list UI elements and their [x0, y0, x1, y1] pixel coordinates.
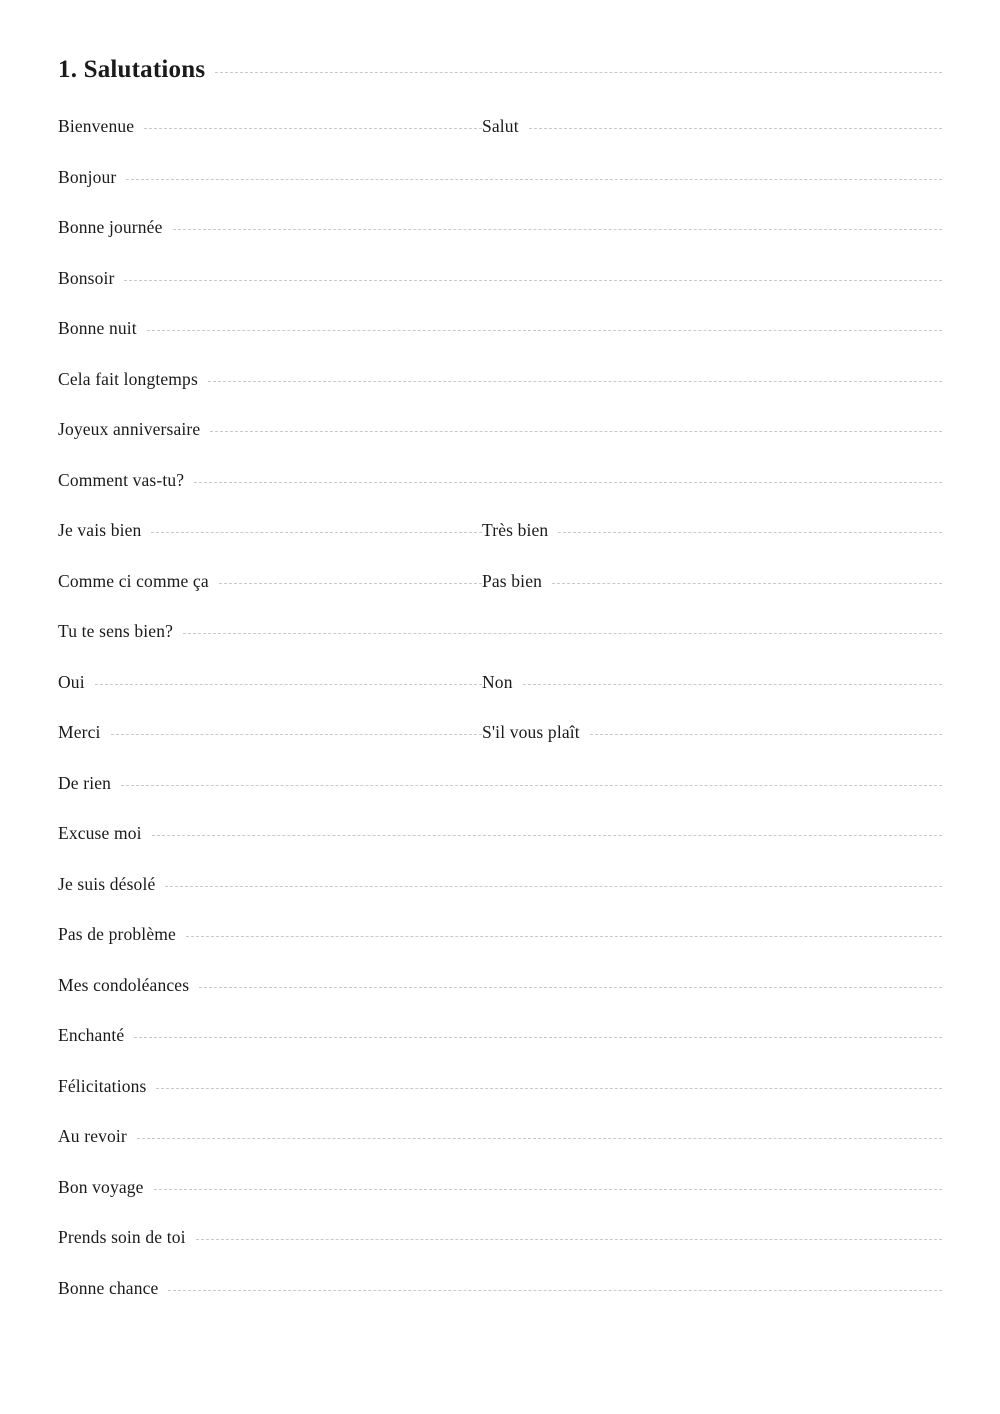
answer-write-line[interactable] — [219, 582, 482, 584]
phrase-entry-left — [58, 873, 942, 894]
answer-write-line[interactable] — [121, 784, 942, 786]
answer-write-line[interactable] — [196, 1238, 942, 1240]
answer-write-line[interactable] — [124, 279, 942, 281]
phrase-entry-right — [482, 724, 942, 742]
answer-write-line[interactable] — [199, 986, 942, 988]
phrase-row — [58, 219, 942, 270]
phrase-entry-left — [58, 623, 942, 641]
phrase-label: Au revoir — [58, 1126, 127, 1146]
phrase-entry-left — [58, 166, 942, 187]
phrase-entry-left — [58, 320, 942, 338]
phrase-label: Merci — [58, 722, 101, 742]
phrase-label: Enchanté — [58, 1025, 125, 1045]
answer-write-line[interactable] — [126, 178, 942, 180]
phrase-label: Joyeux anniversaire — [58, 419, 201, 439]
phrase-label: Bonne journée — [58, 217, 163, 237]
phrase-label: Excuse moi — [58, 823, 142, 843]
answer-write-line[interactable] — [210, 430, 942, 432]
phrase-label: Salut — [482, 116, 519, 136]
answer-write-line[interactable] — [154, 1188, 942, 1190]
phrase-entry-left — [58, 1176, 942, 1197]
title-dotted-rule — [215, 71, 942, 73]
phrase-label: Très bien — [482, 520, 549, 540]
phrase-label: Pas de problème — [58, 924, 176, 944]
answer-write-line[interactable] — [183, 632, 942, 634]
phrase-label: Comment vas-tu? — [58, 469, 185, 490]
phrase-entry-left — [58, 421, 942, 439]
phrase-entry-left — [58, 267, 942, 288]
answer-write-line[interactable] — [590, 733, 942, 735]
phrase-row — [58, 623, 942, 674]
phrase-label: Pas bien — [482, 570, 543, 591]
phrase-entry-left — [58, 772, 942, 793]
phrase-row — [58, 166, 942, 220]
answer-write-line[interactable] — [529, 127, 942, 129]
phrase-entry-left — [58, 522, 482, 540]
phrase-row — [58, 368, 942, 422]
phrase-row — [58, 772, 942, 826]
phrase-label: Mes condoléances — [58, 974, 190, 995]
phrase-entry-left — [58, 1229, 942, 1247]
phrase-label: Bon voyage — [58, 1176, 144, 1197]
phrase-row — [58, 825, 942, 876]
phrase-label: Je suis désolé — [58, 873, 156, 894]
page-title: 1. Salutations — [58, 56, 206, 83]
phrase-entry-left — [58, 469, 942, 490]
phrase-row — [58, 267, 942, 321]
section-heading — [58, 56, 942, 84]
phrase-label: Oui — [58, 671, 85, 692]
answer-write-line[interactable] — [168, 1289, 942, 1291]
answer-write-line[interactable] — [156, 1087, 942, 1089]
answer-write-line[interactable] — [144, 127, 482, 129]
phrase-entry-left — [58, 1027, 942, 1045]
phrase-row — [58, 118, 942, 169]
phrase-entry-left — [58, 570, 482, 591]
answer-write-line[interactable] — [151, 531, 482, 533]
phrase-row — [58, 1176, 942, 1230]
answer-write-line[interactable] — [165, 885, 942, 887]
phrase-entry-left — [58, 974, 942, 995]
phrase-entry-left — [58, 118, 482, 136]
phrase-entry-right — [482, 570, 942, 591]
phrase-row — [58, 1277, 942, 1331]
answer-write-line[interactable] — [552, 582, 942, 584]
phrase-label: Cela fait longtemps — [58, 368, 198, 389]
phrase-entry-left — [58, 825, 942, 843]
phrase-label: Bonne chance — [58, 1277, 159, 1298]
answer-write-line[interactable] — [194, 481, 942, 483]
answer-write-line[interactable] — [134, 1036, 942, 1038]
answer-write-line[interactable] — [152, 834, 942, 836]
phrase-row — [58, 421, 942, 472]
answer-write-line[interactable] — [147, 329, 942, 331]
phrase-row — [58, 1027, 942, 1078]
phrase-entry-right — [482, 671, 942, 692]
phrase-label: Bonsoir — [58, 267, 115, 288]
phrase-entry-left — [58, 926, 942, 944]
phrase-entry-right — [482, 522, 942, 540]
phrase-label: Je vais bien — [58, 520, 142, 540]
phrase-row — [58, 522, 942, 573]
phrase-label: Bonne nuit — [58, 318, 137, 338]
answer-write-line[interactable] — [558, 531, 942, 533]
phrase-entry-left — [58, 1277, 942, 1298]
phrase-row — [58, 469, 942, 523]
phrase-entry-left — [58, 1075, 942, 1096]
phrase-label: S'il vous plaît — [482, 722, 580, 742]
phrase-entry-left — [58, 368, 942, 389]
phrase-row — [58, 926, 942, 977]
phrase-row — [58, 724, 942, 775]
phrase-label: Non — [482, 671, 513, 692]
answer-write-line[interactable] — [186, 935, 942, 937]
phrase-label: Prends soin de toi — [58, 1227, 186, 1247]
answer-write-line[interactable] — [523, 683, 942, 685]
phrase-list — [58, 118, 942, 1330]
phrase-label: De rien — [58, 772, 112, 793]
phrase-entry-left — [58, 671, 482, 692]
phrase-entry-left — [58, 724, 482, 742]
phrase-label: Bonjour — [58, 166, 117, 187]
phrase-label: Comme ci comme ça — [58, 570, 209, 591]
answer-write-line[interactable] — [208, 380, 942, 382]
phrase-label: Tu te sens bien? — [58, 621, 174, 641]
phrase-label: Félicitations — [58, 1075, 147, 1096]
phrase-row — [58, 570, 942, 624]
phrase-row — [58, 671, 942, 725]
phrase-row — [58, 1128, 942, 1179]
phrase-label: Bienvenue — [58, 116, 135, 136]
phrase-row — [58, 873, 942, 927]
answer-write-line[interactable] — [137, 1137, 942, 1139]
answer-write-line[interactable] — [173, 228, 943, 230]
answer-write-line[interactable] — [111, 733, 482, 735]
answer-write-line[interactable] — [95, 683, 482, 685]
phrase-row — [58, 1229, 942, 1280]
phrase-row — [58, 1075, 942, 1129]
phrase-row — [58, 320, 942, 371]
phrase-entry-left — [58, 1128, 942, 1146]
phrase-row — [58, 974, 942, 1028]
phrase-entry-right — [482, 118, 942, 136]
phrase-entry-left — [58, 219, 942, 237]
